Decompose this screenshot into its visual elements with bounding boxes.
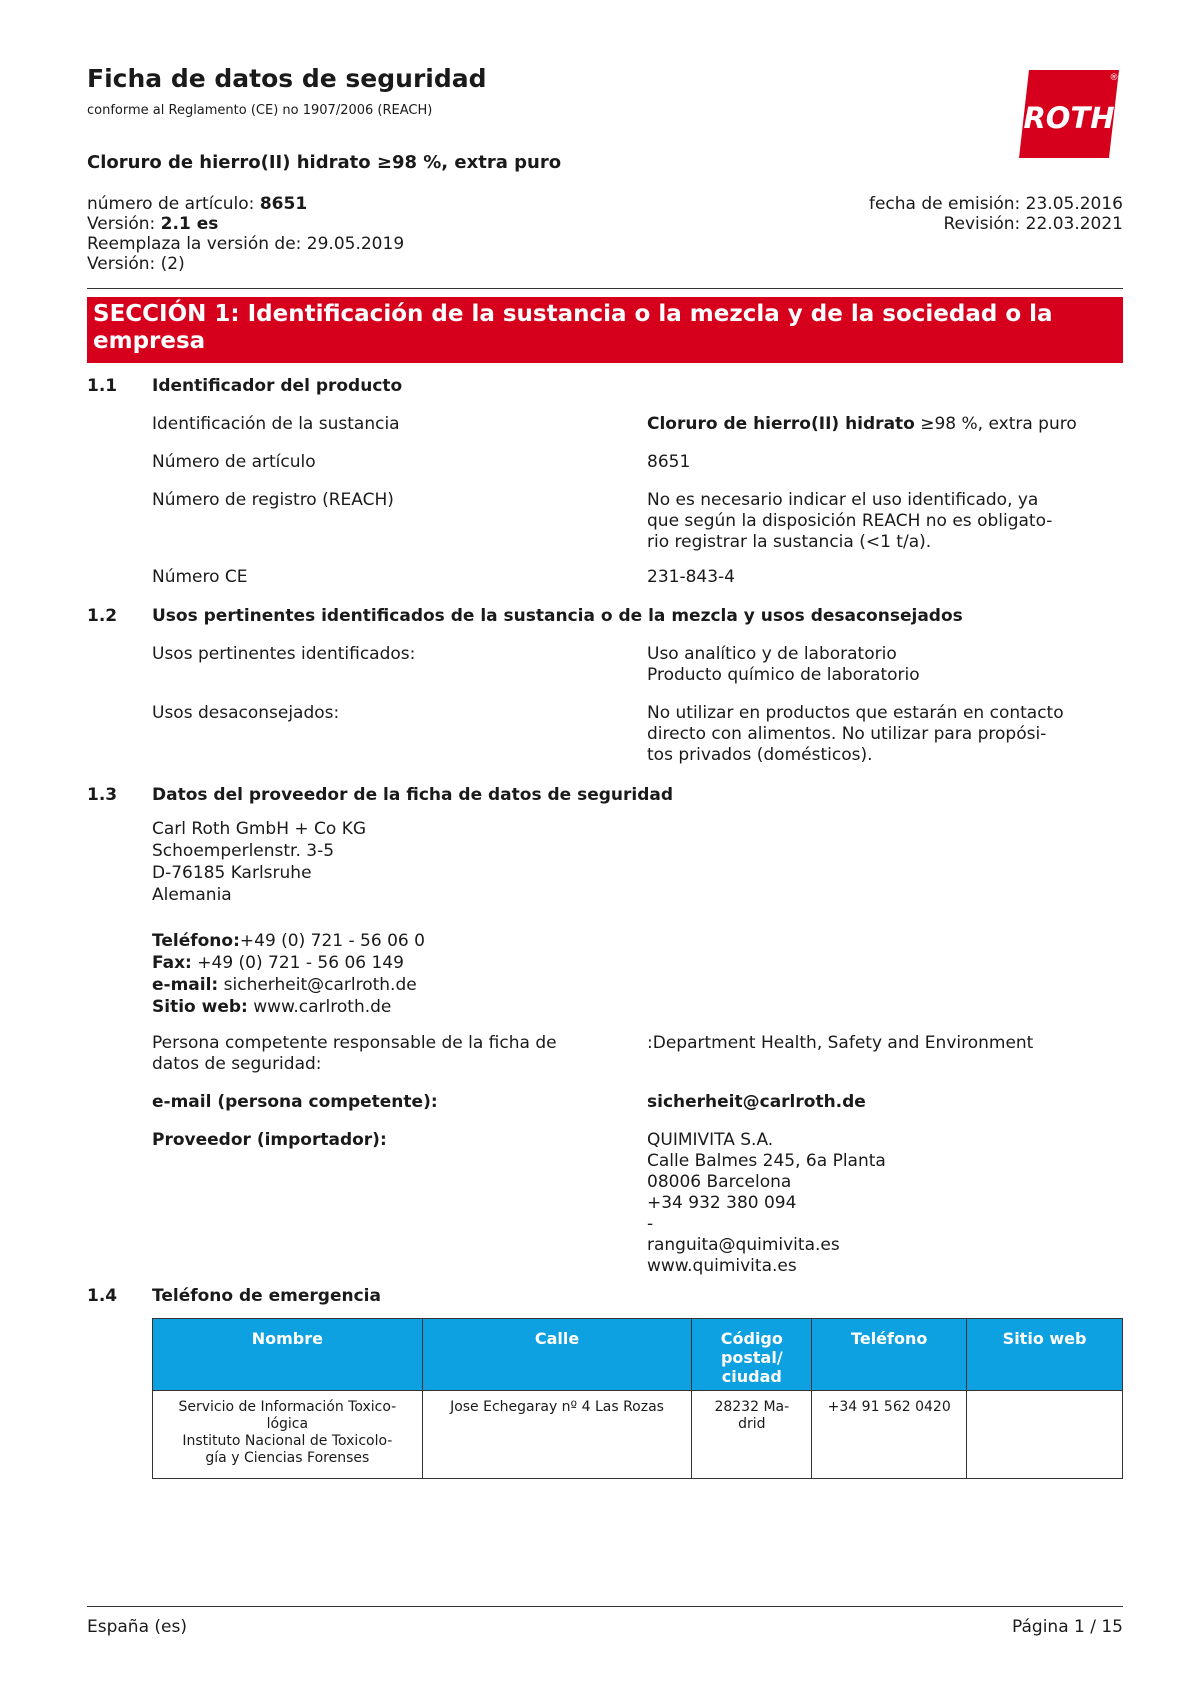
column-header-street: Calle (422, 1319, 692, 1391)
cell-phone: +34 91 562 0420 (812, 1391, 967, 1479)
supplier-fax: +49 (0) 721 - 56 06 149 (191, 953, 404, 973)
article-number: 8651 (259, 194, 308, 214)
value-identified-uses: Uso analítico y de laboratorio Producto químico de laboratorio (647, 644, 920, 685)
label-ec-number: Número CE (152, 567, 248, 587)
column-header-phone: Teléfono (812, 1319, 967, 1391)
supplier-phone: +49 (0) 721 - 56 06 0 (239, 931, 425, 951)
label-reach-registration: Número de registro (REACH) (152, 490, 394, 510)
issue-date: fecha de emisión: 23.05.2016 (868, 194, 1123, 214)
cell-website (967, 1391, 1123, 1479)
value-importer: QUIMIVITA S.A. Calle Balmes 245, 6a Planta 08006 Barcelona +34 932 380 094 - ranguita@quimivita.es www.quimivita.es (647, 1130, 886, 1276)
value-reach-registration: No es necesario indicar el uso identificado, ya que según la disposición REACH no es obligato- rio registrar la sustancia (<1 t/a). (647, 490, 1053, 552)
version-number: 2.1 es (160, 214, 219, 234)
supplier-website: www.carlroth.de (247, 997, 392, 1017)
value-ec-number: 231-843-4 (647, 567, 735, 587)
footer-country: España (es) (87, 1617, 187, 1637)
label-competent-person: Persona competente responsable de la ficha de datos de seguridad: (152, 1033, 557, 1074)
label-article-number: Número de artículo (152, 452, 316, 472)
table-header-row (153, 1319, 1123, 1391)
revision-date: Revisión: 22.03.2021 (943, 214, 1123, 234)
cell-postal-city: 28232 Ma- drid (692, 1391, 812, 1479)
column-header-name: Nombre (153, 1319, 423, 1391)
column-header-website: Sitio web (967, 1319, 1123, 1391)
emergency-phone-table (152, 1318, 1123, 1479)
sds-page: Ficha de datos de seguridad conforme al Reglamento (CE) no 1907/2006 (REACH) ROTH ® Cloruro de hierro(II) hidrato ≥98 %, extra puro número de artículo: 8651 Versión: 2.1 es Reemplaza la versión de: 29.05.2019 Versión: (2) fecha de emisión: 23.05.2016 Revisión: 22.03.2021 SECCIÓN 1: Identificación de la sustancia o la mezcla y de la sociedad o la empresa 1.1 Identificador del producto Identificación de la sustancia Cloruro de hierro(II) hidrato ≥98 %, extra puro Número de artículo 8651 Número de registro (REACH) No es necesario indicar el uso identificado, ya que según la disposición REACH no es obligato- rio registrar la sustancia (<1 t/a). Número CE 231-843-4 1.2 Usos pertinentes identificados de la sustancia o de la mezcla y usos desaconsejados Usos pertinentes identificados: Uso analítico y de laboratorio Producto químico de laboratorio Usos desaconsejados: No utilizar en productos que estarán en contacto directo con alimentos. No utilizar para propósi- tos privados (domésticos). 1.3 Datos del proveedor de la ficha de datos de seguridad Carl Roth GmbH + Co KG Schoemperlenstr. 3-5 D-76185 Karlsruhe Alemania Teléfono:+49 (0) 721 - 56 06 0 Fax: +49 (0) 721 - 56 06 149 e-mail: sicherheit@carlroth.de Sitio web: www.carlroth.de Persona competente responsable de la ficha de datos de seguridad: :Department Health, Safety and Environment e-mail (persona competente): sicherheit@carlroth.de Proveedor (importador): QUIMIVITA S.A. Calle Balmes 245, 6a Planta 08006 Barcelona +34 932 380 094 - ranguita@quimivita.es www.quimivita.es 1.4 Teléfono de emergencia Nombre Calle Código postal/ ciudad Teléfono Sitio web Servicio de Información Toxico- lógica Instituto Nacional de Toxicolo- gía y Ciencias Forenses Jose Echegaray nº 4 Las Rozas 28232 Ma- drid +34 91 562 0420 España (es) Página 1 / 15 (87, 64, 1123, 1637)
value-article-number: 8651 (647, 452, 691, 472)
cell-street: Jose Echegaray nº 4 Las Rozas (422, 1391, 692, 1479)
footer-page-number: Página 1 / 15 (1012, 1617, 1123, 1637)
column-header-postal-city: Código postal/ ciudad (692, 1319, 812, 1391)
document-subtitle: conforme al Reglamento (CE) no 1907/2006 (REACH) (87, 103, 433, 118)
value-uses-advised-against: No utilizar en productos que estarán en contacto directo con alimentos. No utilizar para propósi- tos privados (domésticos). (647, 703, 1064, 765)
section-1-heading: SECCIÓN 1: Identificación de la sustancia o la mezcla y de la sociedad o la empresa (87, 297, 1123, 363)
value-competent-email: sicherheit@carlroth.de (647, 1092, 866, 1112)
label-competent-email: e-mail (persona competente): (152, 1092, 438, 1112)
logo-registered-mark: ® (1109, 73, 1119, 83)
supplier-contact: Teléfono:+49 (0) 721 - 56 06 0 Fax: +49 (0) 721 - 56 06 149 e-mail: sicherheit@carlroth.de Sitio web: www.carlroth.de (152, 931, 425, 1017)
supplier-email: sicherheit@carlroth.de (218, 975, 417, 995)
value-substance-id: Cloruro de hierro(II) hidrato ≥98 %, extra puro (647, 414, 1077, 434)
footer-divider (87, 1606, 1123, 1607)
meta-left: número de artículo: 8651 Versión: 2.1 es Reemplaza la versión de: 29.05.2019 Versión: (2) (87, 194, 405, 274)
replaces-date: Reemplaza la versión de: 29.05.2019 (87, 234, 405, 254)
replaces-version: Versión: (2) (87, 254, 185, 274)
value-competent-person: :Department Health, Safety and Environment (647, 1033, 1034, 1053)
meta-right (869, 194, 1123, 234)
label-importer: Proveedor (importador): (152, 1130, 387, 1150)
label-uses-advised-against: Usos desaconsejados: (152, 703, 340, 723)
header-divider (87, 288, 1123, 289)
supplier-address: Carl Roth GmbH + Co KG Schoemperlenstr. 3-5 D-76185 Karlsruhe Alemania (152, 819, 367, 905)
logo-text: ROTH (1023, 101, 1115, 135)
product-title: Cloruro de hierro(II) hidrato ≥98 %, extra puro (87, 152, 562, 173)
table-row (153, 1391, 1123, 1479)
document-title: Ficha de datos de seguridad (87, 64, 487, 93)
label-substance-id: Identificación de la sustancia (152, 414, 400, 434)
label-identified-uses: Usos pertinentes identificados: (152, 644, 416, 664)
roth-logo (1015, 66, 1123, 162)
cell-name: Servicio de Información Toxico- lógica Instituto Nacional de Toxicolo- gía y Ciencias Forenses (153, 1391, 423, 1479)
